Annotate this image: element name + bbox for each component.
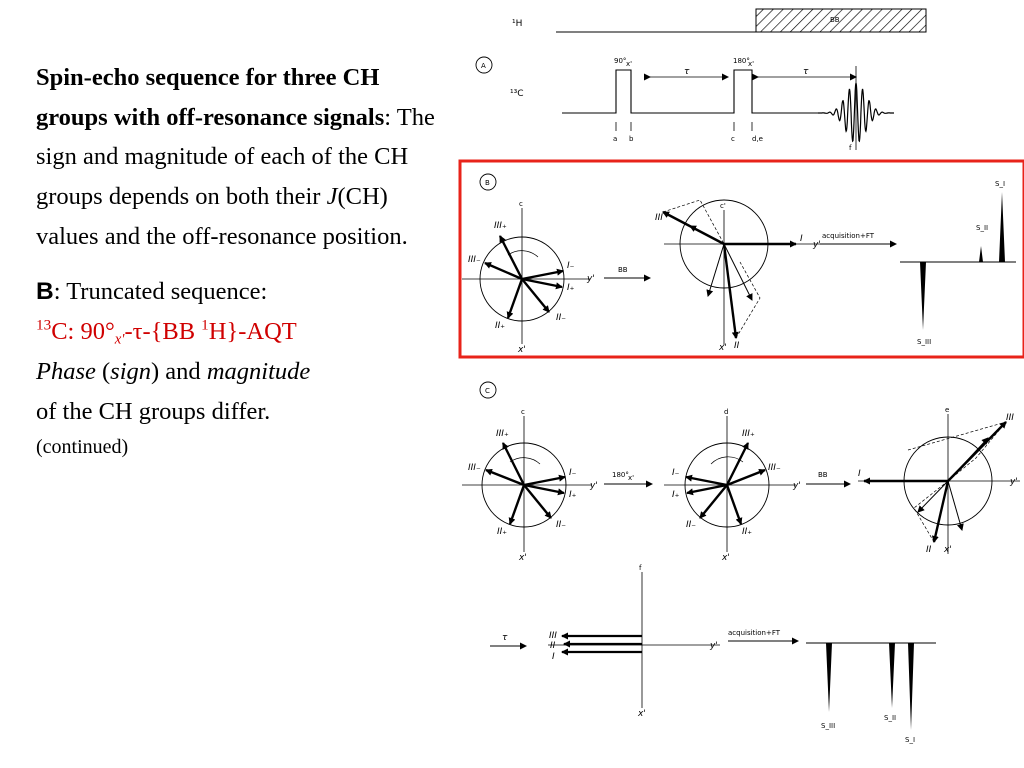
f-peak-s-iii xyxy=(822,643,836,712)
f-peak-s-i xyxy=(904,643,918,730)
c-channel-pulses xyxy=(562,70,820,113)
sequence-end: H}-AQT xyxy=(208,318,297,346)
vector-ii xyxy=(724,244,736,338)
label-ii-plus: II₊ xyxy=(495,321,506,331)
c-x-label: x' xyxy=(519,553,527,563)
b-right-axis-c: c' xyxy=(720,202,726,210)
acquisition-label-f: acquisition+FT xyxy=(728,629,781,637)
f-vectors xyxy=(562,636,642,652)
tau-label-1: τ xyxy=(684,67,690,77)
pulse-90-label: 90° xyxy=(614,57,627,65)
pulse-90-sub: x' xyxy=(626,60,633,68)
panel-b xyxy=(460,161,1024,357)
c-label-iii-plus: III₊ xyxy=(496,429,509,439)
mark-b: b xyxy=(629,135,634,143)
vector-ii-plus xyxy=(508,279,522,318)
e-vectors xyxy=(864,422,1006,542)
h-channel-label: ¹H xyxy=(512,19,523,29)
d-vector-i-minus xyxy=(686,477,727,485)
e-label-i: I xyxy=(858,469,861,479)
pulse-180-label: 180° xyxy=(733,57,750,65)
c-pulse-sub: x' xyxy=(628,474,635,482)
mark-f: f xyxy=(849,144,852,152)
e-label-ii: II xyxy=(926,545,932,555)
spectrum-label-s-i: S_I xyxy=(995,180,1006,188)
b-right-x-label: x' xyxy=(719,343,727,353)
d-label-iii-minus: III₋ xyxy=(768,463,781,473)
c-label-i-minus: I₋ xyxy=(569,468,577,478)
panel-f xyxy=(490,564,936,744)
f-y-label: y' xyxy=(710,641,718,651)
vector-i-minus xyxy=(522,271,563,279)
vector-iii-plus xyxy=(500,236,522,279)
section-b-rest: : Truncated sequence: xyxy=(53,278,268,306)
c-y-label: y' xyxy=(590,481,598,491)
b-left-y-label: y' xyxy=(587,274,595,284)
mark-c: c xyxy=(731,135,735,143)
phase-word: Phase xyxy=(36,357,96,385)
mark-a: a xyxy=(613,135,618,143)
spectrum-label-s-iii: S_III xyxy=(917,338,932,346)
f-spectrum-label-s-iii: S_III xyxy=(821,722,836,730)
section-b-label: B xyxy=(36,278,54,306)
mark-de: d,e xyxy=(752,135,763,143)
label-iii-plus: III₊ xyxy=(494,221,507,231)
e-x-label: x' xyxy=(944,545,952,555)
c-channel-label: ¹³C xyxy=(510,89,524,99)
description-body-b: (CH) values and the off-resonance position. xyxy=(36,183,408,250)
close-and: ) and xyxy=(151,357,207,385)
b-left-axis-c: c xyxy=(519,200,523,208)
e-y-label: y' xyxy=(1010,477,1018,487)
sequence-sub-x: x' xyxy=(114,331,125,348)
sequence-rest: -τ-{BB xyxy=(124,318,202,346)
e-thin-3 xyxy=(948,481,962,530)
d-vector-ii-plus xyxy=(727,485,741,524)
open-paren: ( xyxy=(95,357,111,385)
sequence-sup-13: 13 xyxy=(36,316,52,334)
e-thin-1 xyxy=(948,438,988,481)
b-bb-label: BB xyxy=(618,266,628,274)
vector-iii-minus xyxy=(485,263,522,279)
b-right-y-label: y' xyxy=(813,240,821,250)
d-axis-label: d xyxy=(724,408,729,416)
peak-s-i xyxy=(994,192,1010,262)
f-spectrum-label-s-ii: S_II xyxy=(884,714,897,722)
label-ii: II xyxy=(734,341,740,351)
d-label-ii-plus: II₊ xyxy=(742,527,753,537)
tau-label-2: τ xyxy=(803,67,809,77)
sequence-c: C: 90° xyxy=(51,318,115,346)
acquisition-label-b: acquisition+FT xyxy=(822,232,875,240)
f-label-ii: II xyxy=(550,641,556,651)
f-axis-label: f xyxy=(639,564,642,572)
description-colon: : xyxy=(384,103,392,131)
bb-decoupling-block xyxy=(756,9,926,32)
b-left-angle-arc xyxy=(508,251,538,257)
b-left-x-label: x' xyxy=(518,345,526,355)
label-iii-minus: III₋ xyxy=(468,255,481,265)
f-tau-label: τ xyxy=(502,633,508,643)
dashed-iii xyxy=(663,200,724,244)
c-pulse-label: 180° xyxy=(612,471,629,479)
spectrum-label-s-ii: S_II xyxy=(976,224,989,232)
e-label-iii: III xyxy=(1006,413,1014,423)
c-vector-i-minus xyxy=(524,477,565,485)
sign-word: sign xyxy=(110,357,152,385)
panel-c-label: C xyxy=(485,387,490,395)
d-label-ii-minus: II₋ xyxy=(686,520,697,530)
d-x-label: x' xyxy=(722,553,730,563)
c-angle-arc xyxy=(510,458,540,464)
peak-s-ii xyxy=(976,246,986,262)
c-label-ii-plus: II₊ xyxy=(497,527,508,537)
c-label-i-plus: I₊ xyxy=(569,490,577,500)
peak-s-iii xyxy=(916,262,930,330)
c-label-ii-minus: II₋ xyxy=(556,520,567,530)
label-iii: III xyxy=(655,213,663,223)
c-vector-ii-plus xyxy=(510,485,524,524)
f-spectrum-label-s-i: S_I xyxy=(905,736,916,744)
bb-label-a: BB xyxy=(830,16,840,24)
f-label-iii: III xyxy=(549,631,557,641)
thin-vector-1 xyxy=(690,226,724,244)
sequence-sup-1: 1 xyxy=(201,316,209,334)
d-y-label: y' xyxy=(793,481,801,491)
b-right-vectors xyxy=(663,212,796,338)
e-axis-label: e xyxy=(945,406,950,414)
c-bb-label: BB xyxy=(818,471,828,479)
j-symbol: J xyxy=(326,183,338,211)
d-label-i-minus: I₋ xyxy=(672,468,680,478)
b-right-thin-vectors xyxy=(690,226,752,300)
panel-c xyxy=(462,382,1020,563)
description-title: Spin-echo sequence for three CH groups with off-resonance signals xyxy=(36,64,385,131)
f-x-label: x' xyxy=(638,709,646,719)
label-i: I xyxy=(800,234,803,244)
differ-text: of the CH groups differ. xyxy=(36,397,271,425)
panel-a xyxy=(476,9,926,152)
description-body-a: The sign and magnitude of each of the CH groups depends on both their xyxy=(36,103,435,211)
pulse-180-sub: x' xyxy=(748,60,755,68)
label-i-plus: I₊ xyxy=(567,283,575,293)
c-label-iii-minus: III₋ xyxy=(468,463,481,473)
continued-text: (continued) xyxy=(36,436,129,459)
panel-b-label: B xyxy=(485,179,490,187)
d-label-i-plus: I₊ xyxy=(672,490,680,500)
magnitude-word: magnitude xyxy=(206,357,311,385)
label-i-minus: I₋ xyxy=(567,261,575,271)
f-peak-s-ii xyxy=(884,643,898,708)
c-axis-label: c xyxy=(521,408,525,416)
panel-a-label: A xyxy=(481,62,486,70)
f-label-i: I xyxy=(552,652,555,662)
d-label-iii-plus: III₊ xyxy=(742,429,755,439)
label-ii-minus: II₋ xyxy=(556,313,567,323)
